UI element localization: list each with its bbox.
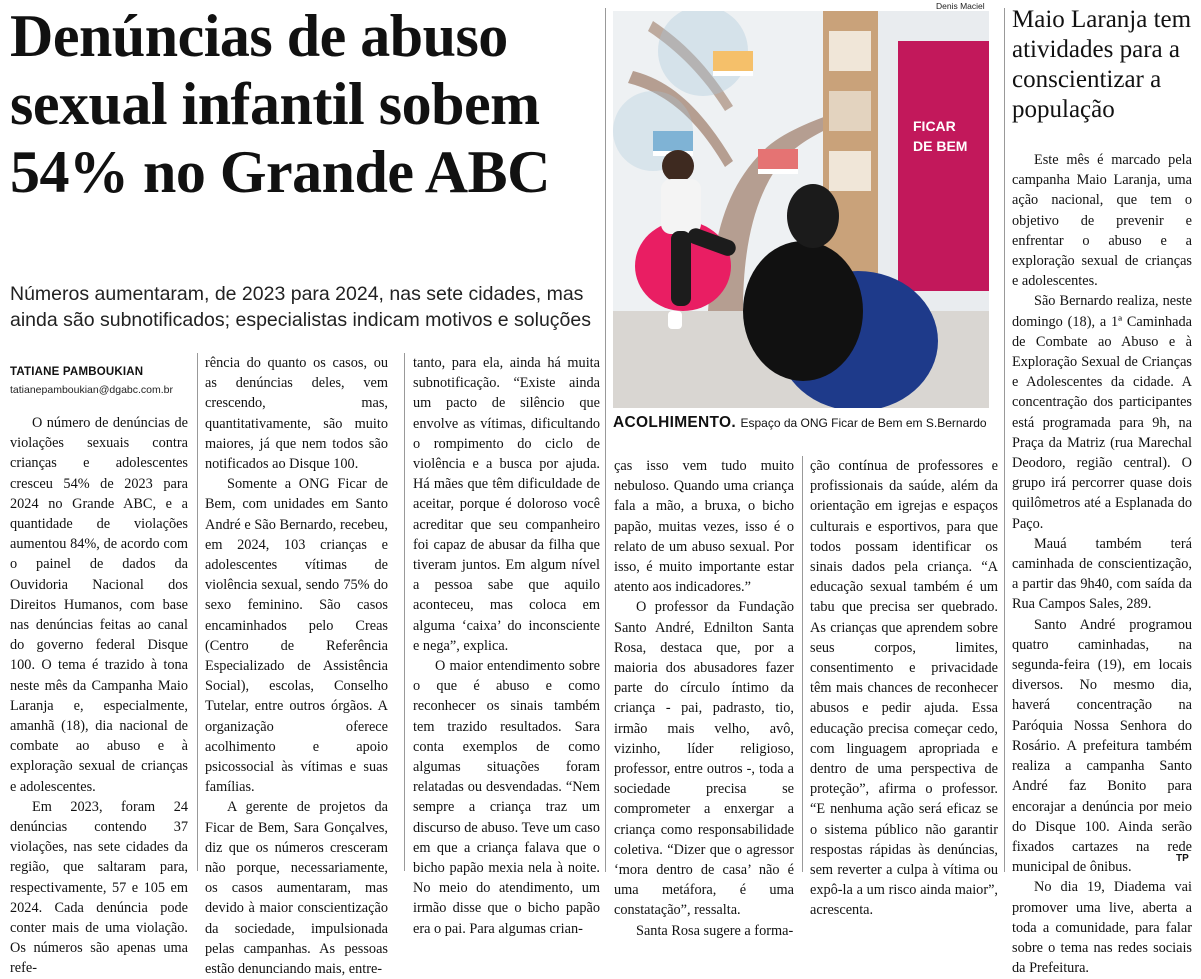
sign-text-2: DE BEM xyxy=(913,138,968,154)
end-mark: TP xyxy=(1176,853,1189,864)
author-email[interactable]: tatianepamboukian@dgabc.com.br xyxy=(10,384,174,396)
sidebar-paragraph: São Bernardo realiza, neste domingo (18), a 1ª Caminhada de Combate ao Abuso e à Exploração Sexual de Crianças e Adolescentes da cidade. A concentração dos participantes está programada para 9h, na Praça da Matriz (rua Marechal Deodoro, região central). O grupo irá percorrer quase dois quilômetros até a Esplanada do Paço. xyxy=(1012,293,1192,532)
article-column-3 xyxy=(413,353,600,939)
photo-illustration xyxy=(613,11,989,408)
column-rule xyxy=(197,353,198,871)
column-rule xyxy=(404,353,405,871)
article-paragraph: O professor da Fundação Santo André, Ednilton Santa Rosa, destaca que, por a maioria dos abusadores fazer parte do círculo íntimo da criança - pai, padrasto, tio, irmão mais velho, avô, vizinho, líder religioso, professor, entre outros -, toda a sociedade precisa se comprometer a enxergar a criança como responsabilidade coletiva. “Dizer que o agressor ‘mora dentro de casa’ não é uma metáfora, é uma constatação”, ressalta. xyxy=(614,599,794,919)
caption-key: ACOLHIMENTO. xyxy=(613,414,737,431)
sidebar-paragraph: Santo André programou quatro caminhadas, na segunda-feira (19), em locais diversos. No mesmo dia, haverá concentração na Paróquia Nossa Senhora do Rosário. A prefeitura também realiza a campanha Santo André faz Bonito para encorajar a denúncia por meio do Disque 100. Ainda serão fixados cartazes na rede municipal de ônibus. xyxy=(1012,616,1192,876)
sidebar-title: Maio Laranja tem atividades para a conscientizar a população xyxy=(1012,6,1192,123)
article-column-4 xyxy=(614,456,794,941)
sidebar-paragraph: Este mês é marcado pela campanha Maio Laranja, uma ação nacional, que tem o objetivo de prevenir e enfrentar o abuso e a exploração sexual de crianças e adolescentes. xyxy=(1012,152,1192,290)
article-paragraph: O número de denúncias de violações sexuais contra crianças e adolescentes cresceu 54% de 2023 para 2024 no Grande ABC, e a quantidade de violações aumentou 84%, de acordo com o painel de dados da Ouvidoria Nacional dos Direitos Humanos, com base nas denúncias feitas ao canal do governo federal Disque 100. O tema é trazido à tona neste mês da Campanha Maio Laranja e, especialmente, amanhã (18), dia nacional de combate ao abuso e à exploração sexual de crianças e adolescentes. xyxy=(10,415,188,795)
article-column-1 xyxy=(10,413,188,979)
article-photo xyxy=(613,11,989,408)
sign-text-1: FICAR xyxy=(913,118,956,134)
article-paragraph: Somente a ONG Ficar de Bem, com unidades em Santo André e São Bernardo, recebeu, em 2024, 103 crianças e adolescentes vítimas de violência sexual, sendo 75% do sexo feminino. São casos encaminhados pelo Creas (Centro de Referência Especializado de Assistência Social), escolas, Conselho Tutelar, entre outros órgãos. A organização oferece acolhimento e apoio psicossocial às vítimas e suas famílias. xyxy=(205,476,388,796)
article-column-2 xyxy=(205,353,388,979)
article-paragraph: rência do quanto os casos, ou as denúncias deles, vem crescendo, mas, quantitativamente, são muito maiores, já que nem todos são notificados ao Disque 100. xyxy=(205,355,388,473)
subheadline: Números aumentaram, de 2023 para 2024, nas sete cidades, mas ainda são subnotificados; especialistas indicam motivos e soluções xyxy=(10,283,591,331)
sidebar-paragraph: Mauá também terá caminhada de conscientização, a partir das 9h40, com saída da Rua Campos Sales, 289. xyxy=(1012,535,1192,613)
article-paragraph: ção contínua de professores e profissionais da saúde, além da orientação em igrejas e espaços culturais e esportivos, para que todos possam identificar os sinais dados pela criança. “A educação sexual também é um tabu que precisa ser quebrado. As crianças que aprendem sobre seus corpos, limites, consentimento e privacidade têm mais chances de reconhecer abusos e pedir ajuda. Essa educação precisa começar cedo, com linguagem apropriada e dentro de uma perspectiva de proteção”, afirma o professor. “E nenhuma ação será eficaz se o sistema público não garantir respostas rápidas às denúncias, sem reverter a culpa à vítima ou expô-la a um risco ainda maior”, acrescenta. xyxy=(810,458,998,919)
photo-caption xyxy=(613,414,1003,432)
article-column-5 xyxy=(810,456,998,921)
sidebar-column xyxy=(1012,150,1192,978)
photo-credit: Denis Maciel xyxy=(936,1,985,11)
byline: TATIANE PAMBOUKIAN xyxy=(10,366,144,378)
article-paragraph: A gerente de projetos da Ficar de Bem, Sara Gonçalves, diz que os números cresceram não porque, necessariamente, os casos aumentaram, mas devido à maior conscientização da sociedade, impulsionada pelas campanhas. As pessoas estão denunciando mais, entre- xyxy=(205,799,388,978)
article-paragraph: Em 2023, foram 24 denúncias contendo 37 violações, nas sete cidades da região, que saltaram para, respectivamente, 57 e 105 em 2024. Cada denúncia pode conter mais de uma violação. Os números são apenas uma refe- xyxy=(10,798,188,977)
headline: Denúncias de abuso sexual infantil sobem 54% no Grande ABC xyxy=(10,3,550,205)
article-paragraph: ças isso vem tudo muito nebuloso. Quando uma criança fala a mão, a bruxa, o bicho papão, muitas vezes, isso é o relato de um abuso sexual. Por isso, é muito importante estar atento aos indicadores.” xyxy=(614,458,794,596)
sidebar-paragraph: No dia 19, Diadema vai promover uma live, aberta a toda a comunidade, para falar sobre o tema nas redes sociais da Prefeitura. xyxy=(1012,879,1192,977)
article-paragraph: O maior entendimento sobre o que é abuso e como reconhecer os sinais também tem trazido resultados. Sara conta exemplos de como algumas situações foram relatadas ou desvendadas. “Nem sempre a criança traz um discurso de abuso. Teve um caso em que a criança falava que o bicho papão mexia nela à noite. No meio do atendimento, um irmão disse que o bicho papão era o pai. Para algumas crian- xyxy=(413,658,600,937)
column-rule xyxy=(605,8,606,872)
column-rule xyxy=(802,456,803,872)
article-paragraph: Santa Rosa sugere a forma- xyxy=(636,922,794,939)
caption-text: Espaço da ONG Ficar de Bem em S.Bernardo xyxy=(740,416,987,430)
article-paragraph: tanto, para ela, ainda há muita subnotificação. “Existe ainda um pacto de silêncio que envolve as vítimas, dificultando o rompimento do ciclo de violência e a busca por ajuda. Há mães que têm dificuldade de aceitar, porque é doloroso você acreditar que seu companheiro foi capaz de abusar da filha que tiveram juntos. Em algum nível a pessoa sabe que aquilo aconteceu, mas coloca em alguma ‘caixa’ do inconsciente e nega”, explica. xyxy=(413,355,600,654)
column-rule xyxy=(1004,8,1005,872)
